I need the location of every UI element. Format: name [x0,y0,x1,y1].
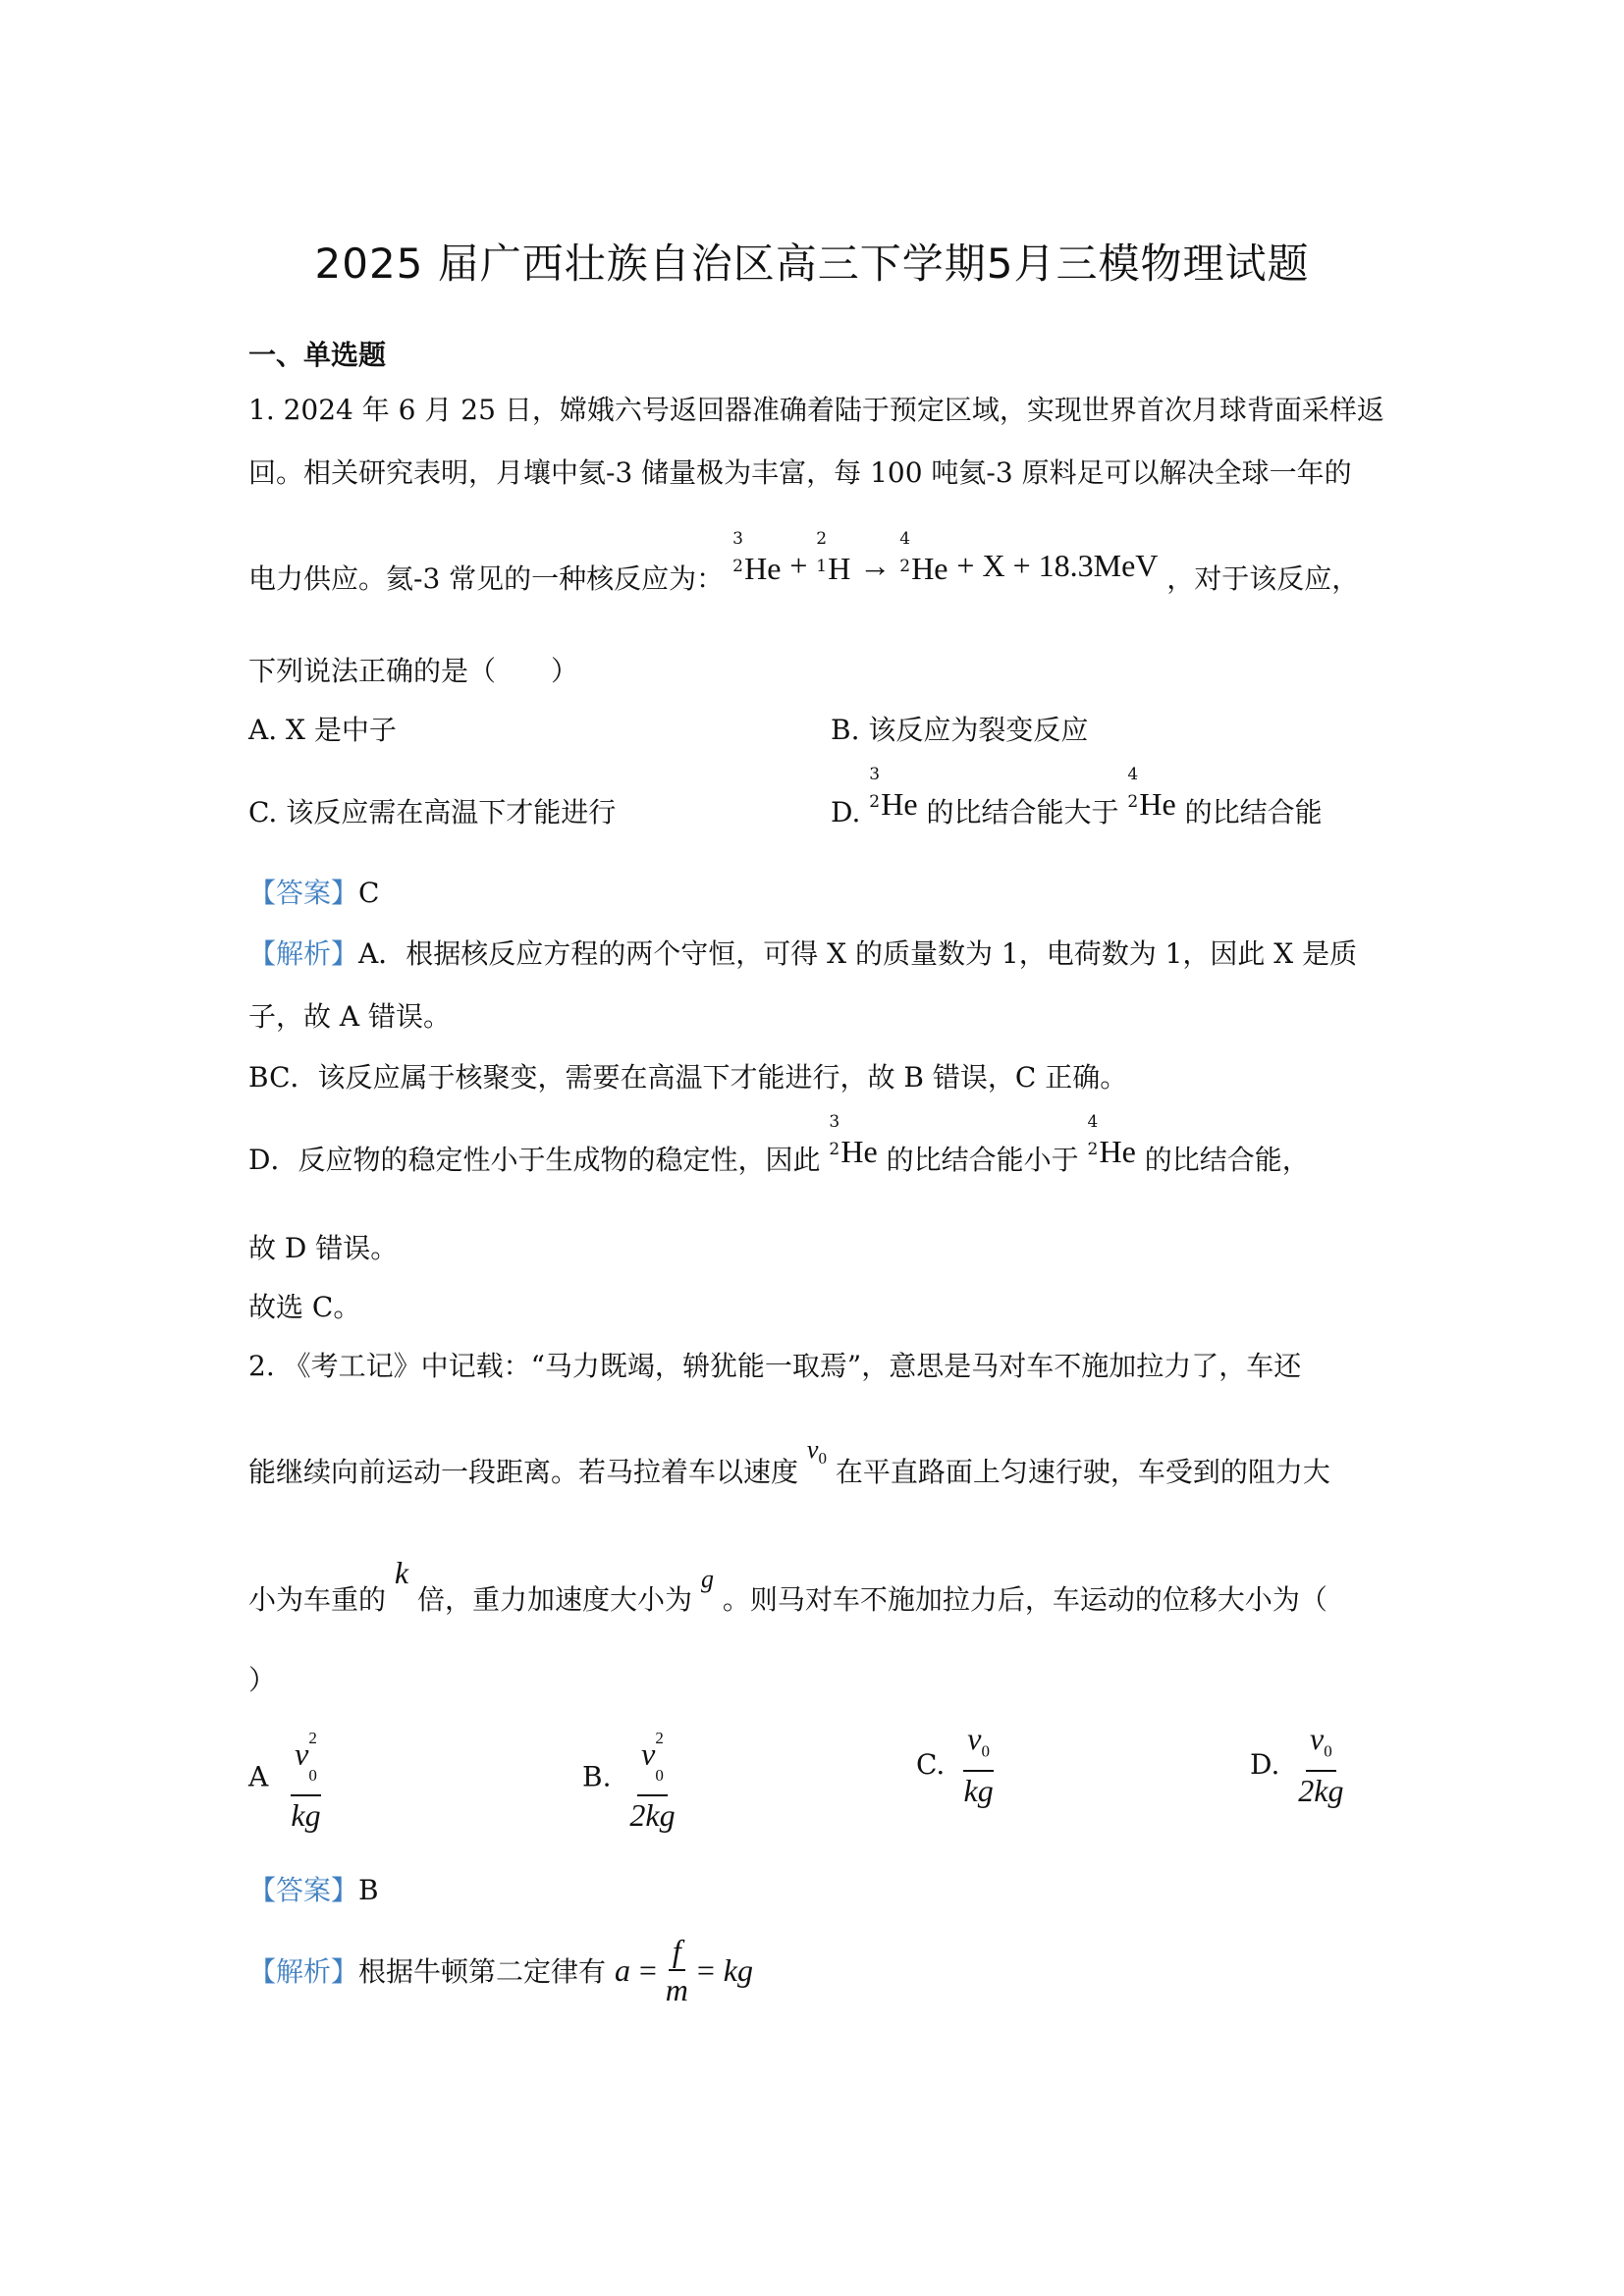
page-title: 2025 届广西壮族自治区高三下学期5月三模物理试题 [314,240,1310,288]
nuclide-he4: 4 2 He [1127,765,1176,822]
symbol-k: k [394,1555,409,1590]
q1-line3 [248,529,1360,599]
q2-answer: 【答案】B [248,1874,379,1906]
q1-analysis-line4: D．反应物的稳定性小于生成物的稳定性，因此 3 2 He 的比结合能小于 4 2 He 的比结合能， [248,1112,1310,1176]
q1-analysis-line1: 【解析】A．根据核反应方程的两个守恒，可得 X 的质量数为 1，电荷数为 1，因此 X 是质 [248,937,1358,970]
nuclide-he3: 3 2 He [732,529,782,586]
q2-line3: 小为车重的 k 倍，重力加速度大小为 g 。则马对车不施加拉力后，车运动的位移大小为（ [248,1555,1327,1616]
answer-tag: 【答案】 [248,877,359,909]
q1-analysis-line6: 故选 C。 [248,1291,361,1323]
equation-tail: + X + 18.3MeV [956,548,1159,583]
q2-line4: ） [248,1664,277,1696]
q2-option-b: B. v 2 0 2kg [582,1720,676,1834]
symbol-v0: $v_0$ [806,1435,827,1468]
q1-line3-pre: 电力供应。氦-3 常见的一种核反应为： [248,562,725,595]
q2-analysis: 【解析】根据牛顿第二定律有 a = $\frac{f}{m}$ = kg [248,1933,753,2007]
q1-answer: 【答案】C [248,877,380,909]
q1-option-d: D. 3 2 He 的比结合能大于 4 2 He 的比结合能 [831,765,1323,828]
q1-line4: 下列说法正确的是（ ） [248,655,579,687]
newton-formula: a = $\frac{f}{m}$ = kg [614,1933,753,2007]
q2-option-d: D. $\frac{v_0}{2kg}$ [1250,1721,1344,1809]
q1-option-b: B. 该反应为裂变反应 [831,714,1089,746]
q1-analysis-line3: BC．该反应属于核聚变，需要在高温下才能进行，故 B 错误，C 正确。 [248,1061,1128,1094]
analysis-tag: 【解析】 [248,1955,359,1988]
q2-line1: 2. 《考工记》中记载：“马力既竭，辀犹能一取焉”，意思是马对车不施加拉力了，车还 [248,1350,1302,1382]
q1-analysis-line2: 子，故 A 错误。 [248,1000,452,1033]
nuclide-h2: 2 1 H [816,529,851,586]
plus-sign: + [789,548,808,583]
q2-option-a: A v 2 0 kg [248,1720,321,1834]
arrow-icon: → [859,548,892,583]
q1-option-a: A. X 是中子 [248,714,397,746]
section-heading: 一、单选题 [248,339,387,371]
nuclide-he3: 3 2 He [869,765,918,822]
q2-option-c: C. $\frac{v_0}{kg}$ [916,1721,994,1809]
q1-analysis-line5: 故 D 错误。 [248,1232,399,1264]
q1-line3-post: ，对于该反应， [1166,562,1360,595]
q1-line1: 1. 2024 年 6 月 25 日，嫦娥六号返回器准确着陆于预定区域，实现世界首次月球背面采样返 [248,394,1384,426]
nuclide-he4: 4 2 He [1087,1112,1136,1169]
answer-tag: 【答案】 [248,1874,359,1906]
nuclide-he4: 4 2 He [899,529,948,586]
q1-line2: 回。相关研究表明，月壤中氦-3 储量极为丰富，每 100 吨氦-3 原料足可以解决全球一年的 [248,456,1352,489]
q2-line2: 能继续向前运动一段距离。若马拉着车以速度 $v_0$ 在平直路面上匀速行驶，车受到的阻力大 [248,1435,1330,1488]
nuclide-he3: 3 2 He [829,1112,878,1169]
symbol-g: g [700,1565,714,1593]
analysis-tag: 【解析】 [248,937,359,970]
q1-option-c: C. 该反应需在高温下才能进行 [248,796,617,828]
nuclear-equation [732,529,1166,586]
